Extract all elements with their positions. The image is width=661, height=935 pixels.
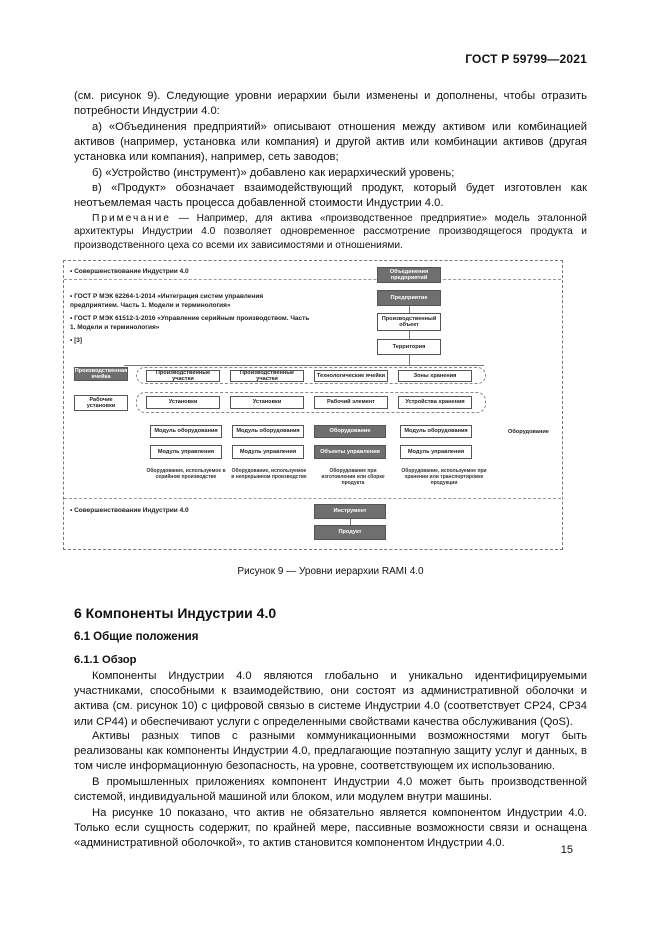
product-box: Продукт <box>314 525 386 540</box>
enterprise-box: Предприятие <box>377 290 441 306</box>
document-id: ГОСТ Р 59799—2021 <box>465 52 587 66</box>
row3-box-4: Модуль оборудования <box>400 425 472 438</box>
row4-box-2: Модуль управления <box>232 445 304 459</box>
row4-box-4: Модуль управления <box>400 445 472 459</box>
note <box>74 212 587 252</box>
equipment-note-1: Оборудование, используемое в серийном производстве <box>146 468 226 480</box>
note-label: Примечание <box>92 213 171 224</box>
connected-world-box: Объединения предприятий <box>377 267 441 283</box>
row1-box-4: Зоны хранения <box>398 370 472 382</box>
row3-box-2: Модуль оборудования <box>232 425 304 438</box>
list-item-c: в) «Продукт» обозначает взаимодействующий продукт, который будет изготовлен как неотъемлемая часть процесса добавленной стоимости Индустрии 4.0. <box>74 182 587 210</box>
subsubsection-heading: 6.1.1 Обзор <box>74 654 137 666</box>
row2-box-2: Установки <box>230 396 304 409</box>
row4-box-3: Объекты управления <box>314 445 386 459</box>
device-box: Инструмент <box>314 504 386 519</box>
body-paragraph-1: Компоненты Индустрии 4.0 являются глобально и уникально идентифицируемыми участниками, способными к взаимодействию, они состоят из административной оболочки и актива (см. рисунок 10) с цифровой связью в системе Индустрии 4.0 (соответствует CP24, CP34 или CP44) и обеспечивают услуги с определенными свойствами качества обслуживания (QoS). <box>74 670 587 728</box>
figure-title-industry40-bottom: • Совершенствование Индустрии 4.0 <box>70 507 189 514</box>
row2-box-3: Рабочий элемент <box>314 396 388 409</box>
section-heading: 6 Компоненты Индустрии 4.0 <box>74 605 277 621</box>
row3-box-1: Модуль оборудования <box>150 425 222 438</box>
figure-title-industry40: • Совершенствование Индустрии 4.0 <box>70 268 189 275</box>
figure-ref-3: • [3] <box>70 337 83 344</box>
row2-box-4: Устройства хранения <box>398 396 472 409</box>
equipment-note-4: Оборудование, используемое при хранении или транспортировке продукции <box>401 468 487 486</box>
row1-box-1: Производственные участки <box>146 370 220 382</box>
page-number: 15 <box>560 844 573 856</box>
list-item-b: б) «Устройство (инструмент)» добавлено как иерархический уровень; <box>92 167 455 179</box>
figure-ref-62264: • ГОСТ Р МЭК 62264-1-2014 «Интеграция систем управления предприятием. Часть 1. Модели и терминология» <box>70 293 264 309</box>
list-item-a: а) «Объединения предприятий» описывают отношения между активом или комбинацией активов (например, установка или компания) и другой актив или комбинации активов (другая установка или компания), например, сеть заводов; <box>74 121 587 164</box>
row4-box-1: Модуль управления <box>150 445 222 459</box>
subsection-heading: 6.1 Общие положения <box>74 631 199 643</box>
body-paragraph-3: В промышленных приложениях компонент Индустрии 4.0 может быть производственной системой, индивидуальной машиной или блоком, или модулем внутри машины. <box>74 776 587 804</box>
equipment-note-2: Оборудование, используемое в непрерывном производстве <box>231 468 307 480</box>
equipment-note-3: Оборудование при изготовлении или сборке продукта <box>321 468 385 486</box>
row1-box-3: Технологические ячейки <box>314 370 388 382</box>
figure-caption: Рисунок 9 — Уровни иерархии RAMI 4.0 <box>237 566 424 577</box>
area-box: Территория <box>377 339 441 355</box>
figure-rami-hierarchy <box>63 260 563 550</box>
row2-box-1: Установки <box>146 396 220 409</box>
note-text: — Например, для актива «производственное предприятие» модель эталонной архитектуры Индустрии 4.0 позволяет одновременное рассмотрение производящегося продукта и производственного цеха со всеми их зависимостями и отношениями. <box>74 213 587 251</box>
work-cell-box: Производственная ячейка <box>74 367 128 380</box>
body-paragraph-2: Активы разных типов с разными коммуникационными возможностями могут быть реализованы как компоненты Индустрии 4.0, предлагающие поэтапную защиту услуг и данных, в том числе информационную безопасность, на уровне, соответствующем их использованию. <box>74 730 587 773</box>
body-paragraph-4: На рисунке 10 показано, что актив не обязательно является компонентом Индустрии 4.0. Только если сущность содержит, по крайней мере, пассивные возможности связи и оснащена «административной оболочкой», то актив становится компонентом Индустрии 4.0. <box>74 807 587 850</box>
work-units-box: Рабочие установки <box>74 395 128 411</box>
equipment-side-label: Оборудование <box>508 429 549 435</box>
site-box: Производственный объект <box>377 313 441 331</box>
intro-paragraph: (см. рисунок 9). Следующие уровни иерархии были изменены и дополнены, чтобы отразить потребности Индустрии 4.0: <box>74 90 587 118</box>
row3-box-3: Оборудование <box>314 425 386 438</box>
figure-ref-61512: • ГОСТ Р МЭК 61512-1-2016 «Управление серийным производством. Часть 1. Модели и терминология» <box>70 315 310 331</box>
row1-box-2: Производственные участки <box>230 370 304 382</box>
